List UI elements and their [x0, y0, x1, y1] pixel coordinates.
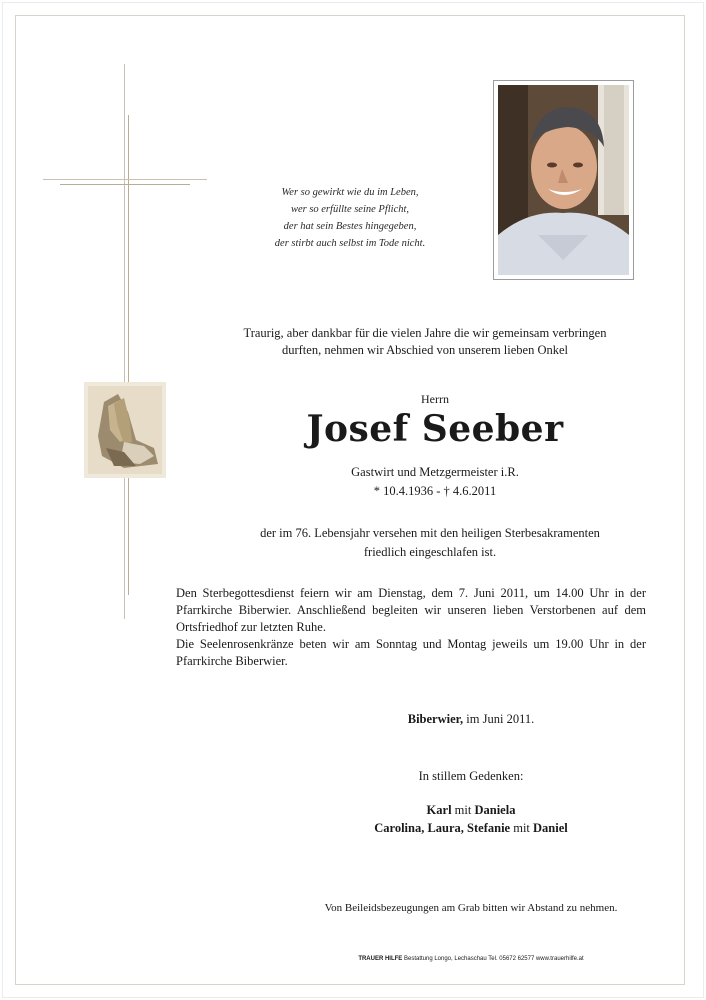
- mourners-line: [118, 819, 706, 837]
- cross-vertical-line: [124, 64, 125, 619]
- mourners: [118, 801, 706, 837]
- intro-line: Traurig, aber dankbar für die vielen Jahre die wir gemeinsam verbringen: [243, 326, 607, 340]
- place-month: im Juni 2011.: [463, 712, 535, 726]
- sacrament-line: friedlich eingeschlafen ist.: [363, 545, 497, 559]
- mourner-name: Karl: [426, 803, 452, 817]
- mourner-conjunction: mit: [510, 821, 534, 835]
- intro-line: durften, nehmen wir Abschied von unserem lieben Onkel: [281, 343, 569, 357]
- rosary-paragraph: Die Seelenrosenkränze beten wir am Sonntag und Montag jeweils um 19.00 Uhr in der Pfarrkirche Biberwier.: [176, 637, 646, 668]
- mourner-name: Daniel: [533, 821, 568, 835]
- condolence-note: Von Beileidsbezeugungen am Grab bitten wir Abstand zu nehmen.: [324, 902, 618, 914]
- place-date: [118, 712, 706, 727]
- mourner-name: Daniela: [474, 803, 516, 817]
- life-dates: * 10.4.1936 - † 4.6.2011: [373, 484, 497, 498]
- intro-text: [180, 325, 670, 359]
- cross-vertical-line-inner: [128, 115, 129, 595]
- cross-horizontal-line-inner: [60, 184, 190, 185]
- salutation: Herrn: [421, 392, 449, 406]
- deceased-name: Josef Seeber: [306, 408, 564, 450]
- portrait-frame: [493, 80, 634, 280]
- footer: [118, 956, 706, 962]
- funeral-details: [176, 585, 646, 670]
- deceased-occupation: Gastwirt und Metzgermeister i.R.: [351, 465, 519, 479]
- footer-brand: TRAUER HILFE: [358, 956, 403, 962]
- sacrament-line: der im 76. Lebensjahr versehen mit den heiligen Sterbesakramenten: [260, 526, 600, 540]
- sacrament-text: [200, 524, 660, 562]
- portrait-photo: [498, 85, 629, 275]
- poem-line: der stirbt auch selbst im Tode nicht.: [274, 238, 426, 249]
- mourner-conjunction: mit: [451, 803, 475, 817]
- funeral-service-paragraph: Den Sterbegottesdienst feiern wir am Dienstag, dem 7. Juni 2011, um 14.00 Uhr in der Pfarrkirche Biberwier. Anschließend begleiten wir unseren lieben Verstorbenen auf dem Ortsfriedhof zur letzten Ruhe.: [176, 586, 646, 634]
- poem-line: wer so erfüllte seine Pflicht,: [290, 204, 410, 215]
- memory-heading: In stillem Gedenken:: [418, 769, 524, 783]
- mourner-name: Carolina, Laura, Stefanie: [374, 821, 511, 835]
- poem-line: Wer so gewirkt wie du im Leben,: [281, 187, 419, 198]
- cross-horizontal-line: [43, 179, 207, 180]
- poem: [230, 184, 470, 252]
- mourners-line: [118, 801, 706, 819]
- poem-line: der hat sein Bestes hingegeben,: [283, 221, 417, 232]
- footer-contact: Bestattung Longo, Lechaschau Tel. 05672 62577 www.trauerhilfe.at: [402, 956, 584, 962]
- place-town: Biberwier,: [407, 712, 464, 726]
